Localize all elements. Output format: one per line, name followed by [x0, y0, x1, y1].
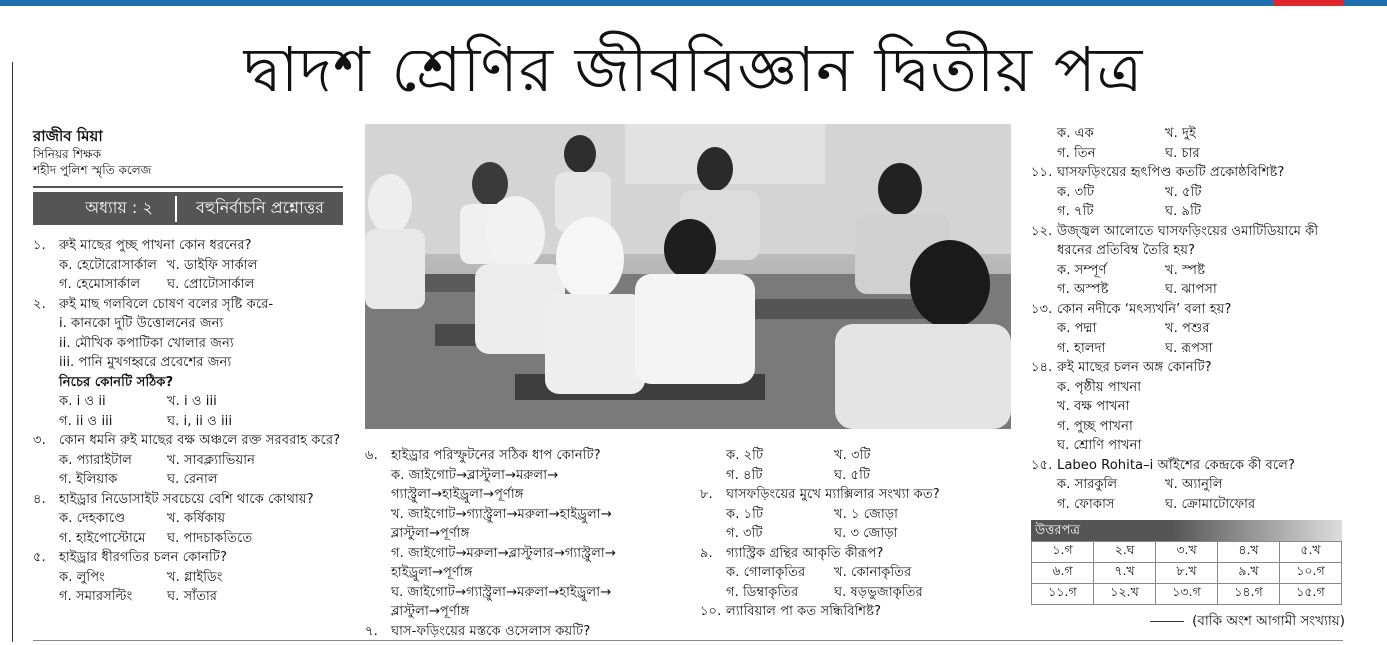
- exam-hall-illustration: [365, 124, 1011, 429]
- author-name: রাজীব মিয়া: [33, 127, 103, 145]
- column-4: ক. এক খ. দুই গ. তিন ঘ. চার ১১. ঘাসফড়িংয়ের হৃৎপিণ্ড কতটি প্রকোষ্ঠবিশিষ্ট? ক. ৩টি খ. ৫টি গ. ৭টি ঘ. ৯টি ১২. উজ্জ্বল আলোতে ঘাসফড়িংয়ের ওমাটিডিয়ামে কী ধরনের প্রতিবিম্ব তৈরি হয়? ক. সম্পূর্ণ খ. স্পষ্ট গ. অস্পষ্ট ঘ. ঝাপসা ১৩. কোন নদীকে ‘মৎস্যখনি’ বলা হয়? ক. পদ্মা খ. পশুর গ. হালদা ঘ. রূপসা ১৪. রুই মাছের চলন অঙ্গ কোনটি? ক. পৃষ্ঠীয় পাখনা খ. বক্ষ পাখনা গ. পুচ্ছ পাখনা ঘ. শ্রোণি পাখনা ১৫. Labeo Rohita–i আঁইশের কেন্দ্রকে কী বলে? ক. সারকুলি খ. অ্যানুলি গ. ফোকাস ঘ. ক্রোমাটোফোর: [1031, 124, 1345, 514]
- question-2: ২. রুই মাছ গলবিলে চোষণ বলের সৃষ্টি করে-: [33, 296, 274, 312]
- dash-rule: [1150, 621, 1184, 622]
- answer-row: ১.গ ২.ঘ ৩.খ ৪.খ ৫.খ: [1032, 542, 1342, 563]
- question-13: ১৩. কোন নদীকে ‘মৎস্যখনি’ বলা হয়?: [1031, 301, 1232, 317]
- question-1: ১. রুই মাছের পুচ্ছ পাখনা কোন ধরনের?: [33, 238, 252, 253]
- left-column-rule: [12, 62, 13, 642]
- question-14: ১৪. রুই মাছের চলন অঙ্গ কোনটি?: [1031, 360, 1212, 375]
- exam-hall-photo: [365, 124, 1011, 429]
- column-3: ক. ২টি খ. ৩টি গ. ৪টি ঘ. ৫টি ৮. ঘাসফড়িংয়ের মুখে ম্যাক্সিলার সংখ্যা কত? ক. ১টি খ. ১ জোড়া গ. ৩টি ঘ. ৩ জোড়া ৯. গ্যাস্ট্রিক গ্রন্থির আকৃতি কীরূপ? ক. গোলাকৃতির খ. কোনাকৃতির গ. ডিম্বাকৃতির ঘ. ষড়ভুজাকৃতির ১০. ল্যাবিয়াল পা কত সন্ধিবিশিষ্ট?: [700, 446, 1010, 622]
- question-8: ৮. ঘাসফড়িংয়ের মুখে ম্যাক্সিলার সংখ্যা কত?: [700, 487, 940, 502]
- author-school: শহীদ পুলিশ স্মৃতি কলেজ: [33, 163, 152, 177]
- top-color-bar: [0, 0, 1387, 6]
- bottom-rule: [33, 640, 1343, 641]
- answer-row: ৬.গ ৭.খ ৮.খ ৯.খ ১০.গ: [1032, 563, 1342, 584]
- chapter-number: অধ্যায় : ২: [85, 198, 153, 217]
- question-7: ৭. ঘাস-ফড়িংয়ের মস্তকে ওসেলাস কয়টি?: [365, 623, 591, 639]
- question-11: ১১. ঘাসফড়িংয়ের হৃৎপিণ্ড কতটি প্রকোষ্ঠবিশিষ্ট?: [1031, 165, 1285, 180]
- question-10: ১০. ল্যাবিয়াল পা কত সন্ধিবিশিষ্ট?: [700, 604, 882, 619]
- chapter-type: বহুনির্বাচনি প্রশ্নোত্তর: [196, 198, 324, 217]
- column-2: ৬. হাইড্রার পরিস্ফুটনের সঠিক ধাপ কোনটি? ক. জাইগোট→ব্লাস্টুলা→মরুলা→ গ্যাস্ট্রুলা→হাইড্রুলা→পূর্ণাঙ্গ খ. জাইগোট→গ্যাস্ট্রুলা→মরুলা→হাইড্রুলা→ ব্লাস্টুলা→পূর্ণাঙ্গ গ. জাইগোট→মরুলা→ব্লাস্টুলার→গ্যাস্ট্রুলা→ হাইড্রুলা→পূর্ণাঙ্গ ঘ. জাইগোট→গ্যাস্ট্রুলা→মরুলা→হাইড্রুলা→ ব্লাস্টুলা→পূর্ণাঙ্গ ৭. ঘাস-ফড়িংয়ের মস্তকে ওসেলাস কয়টি?: [365, 446, 685, 641]
- column-1: ১. রুই মাছের পুচ্ছ পাখনা কোন ধরনের? ক. হেটোরোসার্কাল খ. ডাইফি সার্কাল গ. হেমোসার্কাল ঘ. প্রোটোসার্কাল ২. রুই মাছ গলবিলে চোষণ বলের সৃষ্টি করে- i. কানকো দুটি উত্তোলনের জন্য ii. মৌখিক কপাটিকা খোলার জন্য iii. পানি মুখগহ্বরে প্রবেশের জন্য নিচের কোনটি সঠিক? ক. i ও ii খ. i ও iii গ. ii ও iii ঘ. i, ii ও iii ৩. কোন ধমনি রুই মাছের বক্ষ অঞ্চলে রক্ত সরবরাহ করে? ক. প্যারাইটাল খ. সাবক্ল্যাভিয়ান গ. ইলিয়াক ঘ. রেনাল ৪. হাইড্রার নিডোসাইট সবচেয়ে বেশি থাকে কোথায়? ক. দেহকাণ্ডে খ. কর্ষিকায় গ. হাইপোস্টোমে ঘ. পাদচাকতিতে ৫. হাইড্রার ধীরগতির চলন কোনটি? ক. লুপিং খ. গ্লাইডিং গ. সমারসল্টিং ঘ. সাঁতার: [33, 236, 353, 607]
- question-5: ৫. হাইড্রার ধীরগতির চলন কোনটি?: [33, 550, 227, 565]
- author-role: সিনিয়র শিক্ষক: [33, 147, 102, 161]
- answer-key-table: [1031, 541, 1342, 605]
- question-12: ১২. উজ্জ্বল আলোতে ঘাসফড়িংয়ের ওমাটিডিয়ামে কী ধরনের প্রতিবিম্ব তৈরি হয়?: [1031, 223, 1319, 258]
- continued-note: (বাকি অংশ আগামী সংখ্যায়): [1140, 610, 1345, 633]
- question-6: ৬. হাইড্রার পরিস্ফুটনের সঠিক ধাপ কোনটি?: [365, 448, 601, 463]
- question-3: ৩. কোন ধমনি রুই মাছের বক্ষ অঞ্চলে রক্ত সরবরাহ করে?: [33, 433, 341, 448]
- top-accent-bar: [1274, 0, 1344, 6]
- author-byline: [33, 127, 343, 178]
- question-9: ৯. গ্যাস্ট্রিক গ্রন্থির আকৃতি কীরূপ?: [700, 545, 884, 561]
- question-15: ১৫. Labeo Rohita–i আঁইশের কেন্দ্রকে কী বলে?: [1031, 457, 1295, 473]
- chapter-banner: [33, 192, 343, 225]
- answer-key-title: উত্তরপত্র: [1031, 520, 1342, 541]
- byline-divider: [33, 186, 343, 188]
- page-title: দ্বাদশ শ্রেণির জীববিজ্ঞান দ্বিতীয় পত্র: [243, 33, 1144, 106]
- question-4: ৪. হাইড্রার নিডোসাইট সবচেয়ে বেশি থাকে কোথায়?: [33, 491, 314, 507]
- answer-row: ১১.গ ১২.খ ১৩.গ ১৪.গ ১৫.গ: [1032, 584, 1342, 605]
